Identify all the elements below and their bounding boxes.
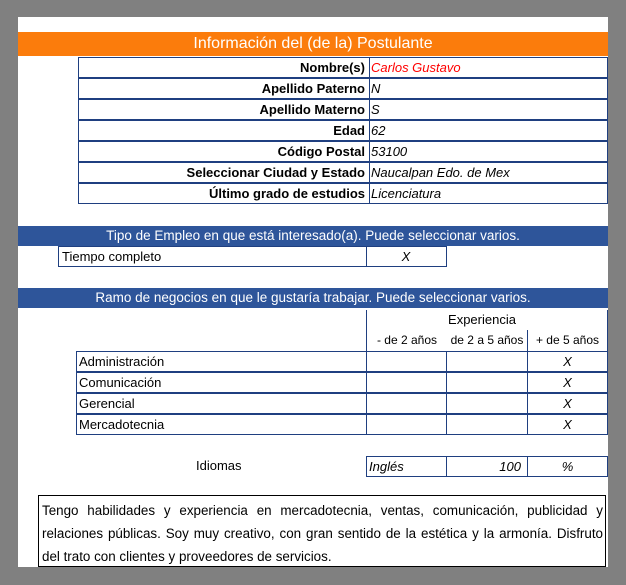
field-value-edad[interactable]: 62 bbox=[369, 120, 608, 141]
language-unit: % bbox=[527, 456, 608, 477]
field-label-apellido-paterno: Apellido Paterno bbox=[78, 78, 370, 99]
business-mark-mercadotecnia-0[interactable] bbox=[366, 414, 447, 435]
field-label-ciudad-estado: Seleccionar Ciudad y Estado bbox=[78, 162, 370, 183]
summary-textbox[interactable]: Tengo habilidades y experiencia en mercadotecnia, ventas, comunicación, publicidad y relaciones públicas. Soy muy creativo, con gran sentido de la estética y la armonía. Disfruto del trato con clientes y proveedores de servicios. bbox=[38, 495, 606, 567]
language-name[interactable]: Inglés bbox=[366, 456, 447, 477]
business-mark-mercadotecnia-2[interactable]: X bbox=[527, 414, 608, 435]
field-value-ciudad-estado[interactable]: Naucalpan Edo. de Mex bbox=[369, 162, 608, 183]
business-mark-administracion-1[interactable] bbox=[447, 351, 528, 372]
business-label-administracion: Administración bbox=[76, 351, 367, 372]
column-header-mas-5: + de 5 años bbox=[527, 330, 608, 351]
employment-mark-tiempo-completo[interactable]: X bbox=[366, 246, 447, 267]
field-value-grado-estudios[interactable]: Licenciatura bbox=[369, 183, 608, 204]
business-mark-gerencial-1[interactable] bbox=[447, 393, 528, 414]
form-sheet bbox=[18, 17, 608, 567]
business-mark-gerencial-0[interactable] bbox=[366, 393, 447, 414]
field-label-grado-estudios: Último grado de estudios bbox=[78, 183, 370, 204]
field-label-nombre: Nombre(s) bbox=[78, 57, 370, 78]
field-value-nombre[interactable]: Carlos Gustavo bbox=[369, 57, 608, 78]
employment-label-tiempo-completo: Tiempo completo bbox=[58, 246, 367, 267]
business-mark-administracion-0[interactable] bbox=[366, 351, 447, 372]
business-section-title: Ramo de negocios en que le gustaría trabajar. Puede seleccionar varios. bbox=[18, 288, 608, 308]
employment-section-title: Tipo de Empleo en que está interesado(a). Puede seleccionar varios. bbox=[18, 226, 608, 246]
business-label-comunicacion: Comunicación bbox=[76, 372, 367, 393]
languages-label: Idiomas bbox=[196, 458, 242, 473]
experience-header-cell bbox=[366, 310, 608, 330]
column-header-menos-2: - de 2 años bbox=[366, 330, 447, 351]
business-label-gerencial: Gerencial bbox=[76, 393, 367, 414]
field-label-edad: Edad bbox=[78, 120, 370, 141]
business-mark-comunicacion-1[interactable] bbox=[447, 372, 528, 393]
header-title: Información del (de la) Postulante bbox=[18, 32, 608, 56]
column-header-2-a-5: de 2 a 5 años bbox=[450, 333, 524, 347]
business-label-mercadotecnia: Mercadotecnia bbox=[76, 414, 367, 435]
field-label-apellido-materno: Apellido Materno bbox=[78, 99, 370, 120]
language-level[interactable]: 100 bbox=[447, 456, 528, 477]
business-mark-administracion-2[interactable]: X bbox=[527, 351, 608, 372]
business-mark-comunicacion-2[interactable]: X bbox=[527, 372, 608, 393]
field-value-apellido-paterno[interactable]: N bbox=[369, 78, 608, 99]
field-label-codigo-postal: Código Postal bbox=[78, 141, 370, 162]
business-mark-gerencial-2[interactable]: X bbox=[527, 393, 608, 414]
experience-header: Experiencia bbox=[448, 312, 516, 327]
field-value-apellido-materno[interactable]: S bbox=[369, 99, 608, 120]
business-mark-comunicacion-0[interactable] bbox=[366, 372, 447, 393]
field-value-codigo-postal[interactable]: 53100 bbox=[369, 141, 608, 162]
business-mark-mercadotecnia-1[interactable] bbox=[447, 414, 528, 435]
